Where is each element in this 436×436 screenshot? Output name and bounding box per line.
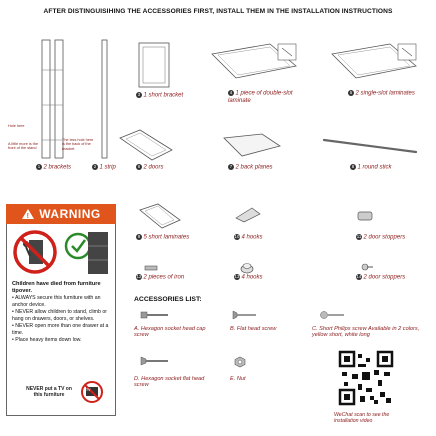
part-2-label: 2 1 strip (93, 164, 116, 171)
hook-drawing (234, 206, 262, 224)
qr-code-icon (338, 350, 394, 406)
no-climbing-icon (12, 228, 58, 276)
part-number-badge: 7 (229, 164, 233, 169)
anchored-furniture-icon (62, 228, 112, 276)
no-tv-note: NEVER put a TV on this furniture (26, 386, 72, 398)
warning-heading: ! WARNING (6, 204, 116, 224)
part-6-label: 6 2 doors (137, 164, 164, 171)
part-number-badge: 11 (356, 234, 362, 239)
accessory-a-label: A. Hexagon socket head cap screw (134, 326, 206, 339)
part-number-badge: 12 (136, 274, 142, 279)
page-title: AFTER DISTINGUISIHING THE ACCESSORIES FIRST, INSTALL THEM IN THE INSTALLATION INSTRUCTIONS (43, 8, 393, 15)
double-slot-laminate-drawing (210, 42, 300, 82)
accessory-e-label: E. Nut (230, 376, 246, 382)
hex-socket-flat-head-screw-icon (140, 356, 170, 366)
doors-drawing (118, 128, 174, 162)
part-1-label: 1 2 brackets (37, 164, 72, 171)
part-number-badge: 5 (349, 90, 353, 95)
part-13-label: 13 4 hooks (234, 274, 263, 281)
short-philips-screw-icon (320, 310, 346, 320)
tv-icon-text: TV (86, 388, 91, 392)
part-number-badge: 4 (229, 90, 233, 95)
part-number-badge: 14 (356, 274, 362, 279)
nut-icon (234, 356, 246, 368)
warning-text (12, 281, 112, 344)
part-10-label: 10 4 hooks (234, 234, 263, 241)
part-number-badge: 1 (37, 164, 41, 169)
flat-head-screw-icon (232, 310, 258, 320)
part-number-badge: 3 (137, 92, 141, 97)
back-note: The less hole here is the back of the bracket (62, 138, 94, 151)
door-stopper-drawing (360, 262, 374, 272)
warning-bold-line: Children have died from furniture tipover. (12, 281, 101, 294)
part-8-label: 8 1 round stick (351, 164, 392, 171)
part-4-label: 4 1 piece of double-slot laminate (228, 90, 293, 104)
part-number-badge: 10 (234, 234, 240, 239)
part-3-label: 3 1 short bracket (137, 92, 184, 99)
hole-here-note: Hole here (8, 124, 25, 128)
part-9-label: 9 5 short laminates (137, 234, 190, 241)
accessories-title: ACCESSORIES LIST: (134, 296, 202, 303)
back-planes-drawing (222, 134, 282, 158)
svg-text:!: ! (26, 213, 30, 220)
door-stopper-drawing (356, 210, 376, 222)
part-12-label: 12 2 pieces of iron (136, 274, 185, 281)
accessory-c-label: C. Short Philips screw Available in 2 colors, yellow short, white long (312, 326, 420, 339)
warning-bullet: • NEVER allow children to stand, climb or hang on drawers, doors, or shelves. (12, 309, 107, 322)
part-number-badge: 13 (234, 274, 240, 279)
single-slot-laminate-drawing (330, 42, 420, 82)
part-number-badge: 9 (137, 234, 141, 239)
round-stick-drawing (322, 138, 418, 156)
hex-socket-cap-screw-icon (140, 310, 170, 320)
strip-drawing (100, 40, 110, 160)
warning-bullet: • NEVER open more than one drawer at a time. (12, 323, 109, 336)
accessory-b-label: B. Flat head screw (230, 326, 277, 332)
iron-piece-drawing (144, 264, 160, 272)
short-laminates-drawing (138, 202, 182, 230)
warning-triangle-icon (21, 208, 35, 220)
front-note: A little more is the front of the stand (8, 142, 38, 151)
warning-bullet: • Place heavy items down low. (12, 337, 82, 343)
part-7-label: 7 2 back planes (229, 164, 273, 171)
short-bracket-drawing (138, 42, 170, 88)
qr-caption: WeChat scan to see the installation video (334, 412, 390, 424)
part-11-label: 11 2 door stoppers (356, 234, 406, 241)
part-number-badge: 6 (137, 164, 141, 169)
part-5-label: 5 2 single-slot laminates (349, 90, 415, 97)
warning-bullet: • ALWAYS secure this furniture with an anchor device. (12, 295, 101, 308)
part-14-label: 14 2 door stoppers (356, 274, 406, 281)
part-number-badge: 8 (351, 164, 355, 169)
part-number-badge: 2 (93, 164, 97, 169)
accessory-d-label: D. Hexagon socket flat head screw (134, 376, 205, 389)
hook-drawing (240, 260, 254, 274)
no-tv-icon (80, 380, 104, 404)
